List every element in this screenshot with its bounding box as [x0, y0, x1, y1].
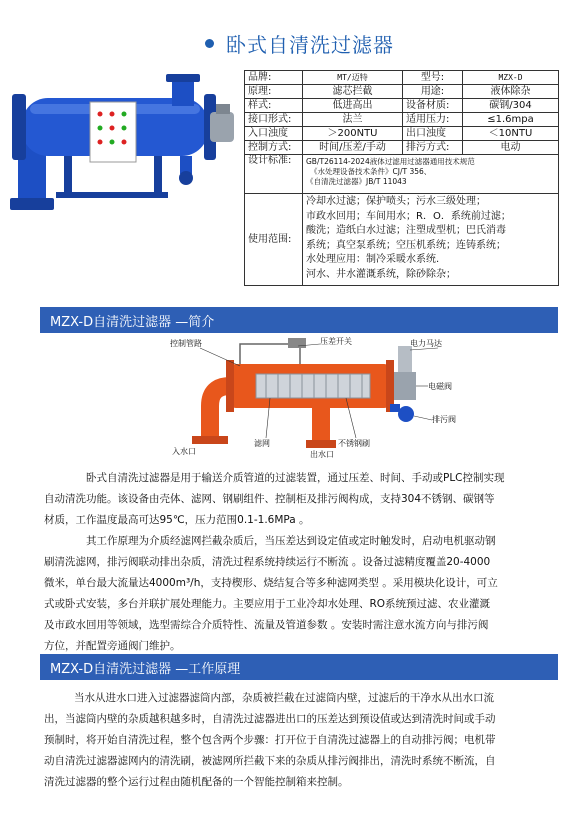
spec-value: 法兰 — [303, 113, 403, 127]
spec-value: ≤1.6mpa — [463, 113, 559, 127]
table-row — [245, 113, 559, 127]
spec-key: 品牌: — [245, 71, 303, 85]
filter-screen — [256, 374, 370, 398]
diagram-label: 出水口 — [310, 450, 334, 458]
spec-table — [244, 70, 559, 286]
scope-cell — [303, 194, 559, 286]
left-flange — [12, 94, 26, 160]
text-line: 预制时，将开始自清洗过程，整个包含两个步骤：打开位于自清洗过滤器上的自动排污阀；电机带 — [44, 734, 496, 746]
text-line: 方位，并配置旁通阀门维护。 — [44, 640, 181, 652]
outlet-pipe — [172, 78, 194, 106]
diagram-label: 滤网 — [254, 439, 270, 448]
standard-line: 《水处理设备技术条件》CJ/T 356、 — [310, 167, 432, 176]
spec-key: 排污方式: — [403, 141, 463, 155]
standard-cell — [303, 155, 559, 194]
diagram-label: 压差开关 — [320, 337, 352, 346]
intro-paragraph-2 — [44, 531, 556, 657]
support-leg — [154, 156, 162, 196]
support-leg — [64, 156, 72, 196]
standard-line: GB/T26114-2024液体过滤用过滤器通用技术规范 — [306, 157, 475, 166]
scope-line: 市政水回用；车间用水；R．O．系统前过滤； — [306, 210, 511, 222]
spec-value: 低进高出 — [303, 99, 403, 113]
table-row — [245, 127, 559, 141]
structure-diagram — [170, 336, 470, 458]
product-photo — [4, 74, 238, 224]
diagram-label: 控制管路 — [170, 339, 202, 348]
control-box — [90, 102, 136, 162]
text-line: 动自清洗过滤器滤网内的清洗刷，被滤网所拦截下来的杂质从排污阀排出，清洗时系统不断流，自 — [44, 755, 496, 767]
text-line: 及市政水回用等领域，选型需综合介质特性、流量及管道参数 。安装时需注意水流方向与排污阀 — [44, 619, 489, 631]
table-row — [245, 99, 559, 113]
spec-value: ＞200NTU — [303, 127, 403, 141]
spec-key: 出口浊度 — [403, 127, 463, 141]
spec-key: 设计标准: — [245, 155, 303, 194]
spec-key: 样式: — [245, 99, 303, 113]
text-line: 清洗过滤器的整个运行过程由随机配备的一个智能控制箱来控制。 — [44, 776, 349, 788]
section-header-text: MZX-D自清洗过滤器 —工作原理 — [50, 661, 241, 677]
spec-key: 控制方式: — [245, 141, 303, 155]
section-header-text: MZX-D自清洗过滤器 —简介 — [50, 314, 215, 330]
spec-value: 电动 — [463, 141, 559, 155]
text-line: 自动清洗功能。该设备由壳体、滤网、钢刷组件、控制柜及排污阀构成，支持304不锈钢、碳钢等 — [44, 493, 495, 505]
diagram-label: 不锈钢刷 — [338, 439, 370, 448]
spec-key: 接口形式: — [245, 113, 303, 127]
spec-key: 原理: — [245, 85, 303, 99]
spec-value: MT/迈特 — [303, 71, 403, 85]
spec-key: 用途: — [403, 85, 463, 99]
scope-line: 冷却水过滤；保护喷头；污水三级处理； — [306, 196, 486, 207]
scope-line: 水处理应用：制冷采暖水系统. — [306, 254, 440, 265]
text-line: 卧式自清洗过滤器是用于输送介质管道的过滤装置，通过压差、时间、手动或PLC控制实现 — [86, 472, 505, 484]
spec-value: 时间/压差/手动 — [303, 141, 403, 155]
text-line: 其工作原理为介质经滤网拦截杂质后，当压差达到设定值或定时触发时，启动电机驱动钢 — [86, 535, 496, 547]
diagram-label: 入水口 — [172, 447, 196, 456]
text-line: 当水从进水口进入过滤器滤筒内部，杂质被拦截在过滤筒内壁，过滤后的干净水从出水口流 — [74, 692, 494, 704]
spec-value: MZX-D — [463, 71, 559, 85]
outlet-pipe — [312, 408, 330, 444]
bullet-dot-icon — [205, 39, 214, 48]
text-line: 微米，单台最大流量达4000m³/h，支持楔形、烧结复合等多种滤网类型 。采用模块化设计，可立 — [44, 577, 498, 589]
section-header-principle — [40, 654, 558, 680]
diagram-label: 电磁阀 — [428, 382, 452, 391]
intro-paragraph-1 — [44, 468, 556, 531]
scope-line: 系统；真空泵系统；空压机系统；连铸系统； — [306, 239, 506, 251]
spec-value: 碳钢/304 — [463, 99, 559, 113]
text-line: 刷清洗滤网，排污阀联动排出杂质，清洗过程系统持续运行不断流 。设备过滤精度覆盖20-4000 — [44, 556, 491, 568]
motor — [394, 372, 416, 400]
spec-key: 设备材质: — [403, 99, 463, 113]
spec-value: 液体除杂 — [463, 85, 559, 99]
standard-line: 《自清洗过滤器》JB/T 11043 — [306, 177, 407, 186]
scope-line: 河水、井水灌溉系统，除砂除杂； — [306, 268, 456, 280]
text-line: 式或卧式安装，多台并联扩展处理能力。主要应用于工业冷却水处理、RO系统预过滤、农业灌溉 — [44, 598, 491, 610]
text-line: 材质，工作温度最高可达95℃，压力范围0.1-1.6MPa 。 — [44, 514, 310, 526]
principle-paragraph — [44, 688, 556, 793]
inlet-flange — [10, 198, 54, 210]
spec-key: 适用压力: — [403, 113, 463, 127]
table-row — [245, 141, 559, 155]
page-title-text: 卧式自清洗过滤器 — [226, 32, 394, 57]
table-row — [245, 85, 559, 99]
spec-key: 使用范围: — [245, 194, 303, 286]
pressure-switch — [288, 338, 306, 348]
text-line: 出，当滤筒内壁的杂质越积越多时，自清洗过滤器进出口的压差达到预设值或达到清洗时间或手动 — [44, 713, 496, 725]
diagram-label: 排污阀 — [432, 415, 456, 424]
section-header-intro — [40, 307, 558, 333]
table-row — [245, 194, 559, 286]
page-title — [205, 28, 565, 58]
diagram-label: 电力马达 — [410, 339, 442, 348]
spec-value: 滤芯拦截 — [303, 85, 403, 99]
drain-valve — [179, 171, 193, 185]
table-row — [245, 71, 559, 85]
scope-line: 酸洗；造纸白水过滤；注塑成型机；巴氏消毒 — [306, 225, 506, 236]
drain-valve — [398, 406, 414, 422]
spec-value: ＜10NTU — [463, 127, 559, 141]
table-row — [245, 155, 559, 194]
spec-key: 型号: — [403, 71, 463, 85]
motor — [210, 112, 234, 142]
spec-key: 入口浊度 — [245, 127, 303, 141]
